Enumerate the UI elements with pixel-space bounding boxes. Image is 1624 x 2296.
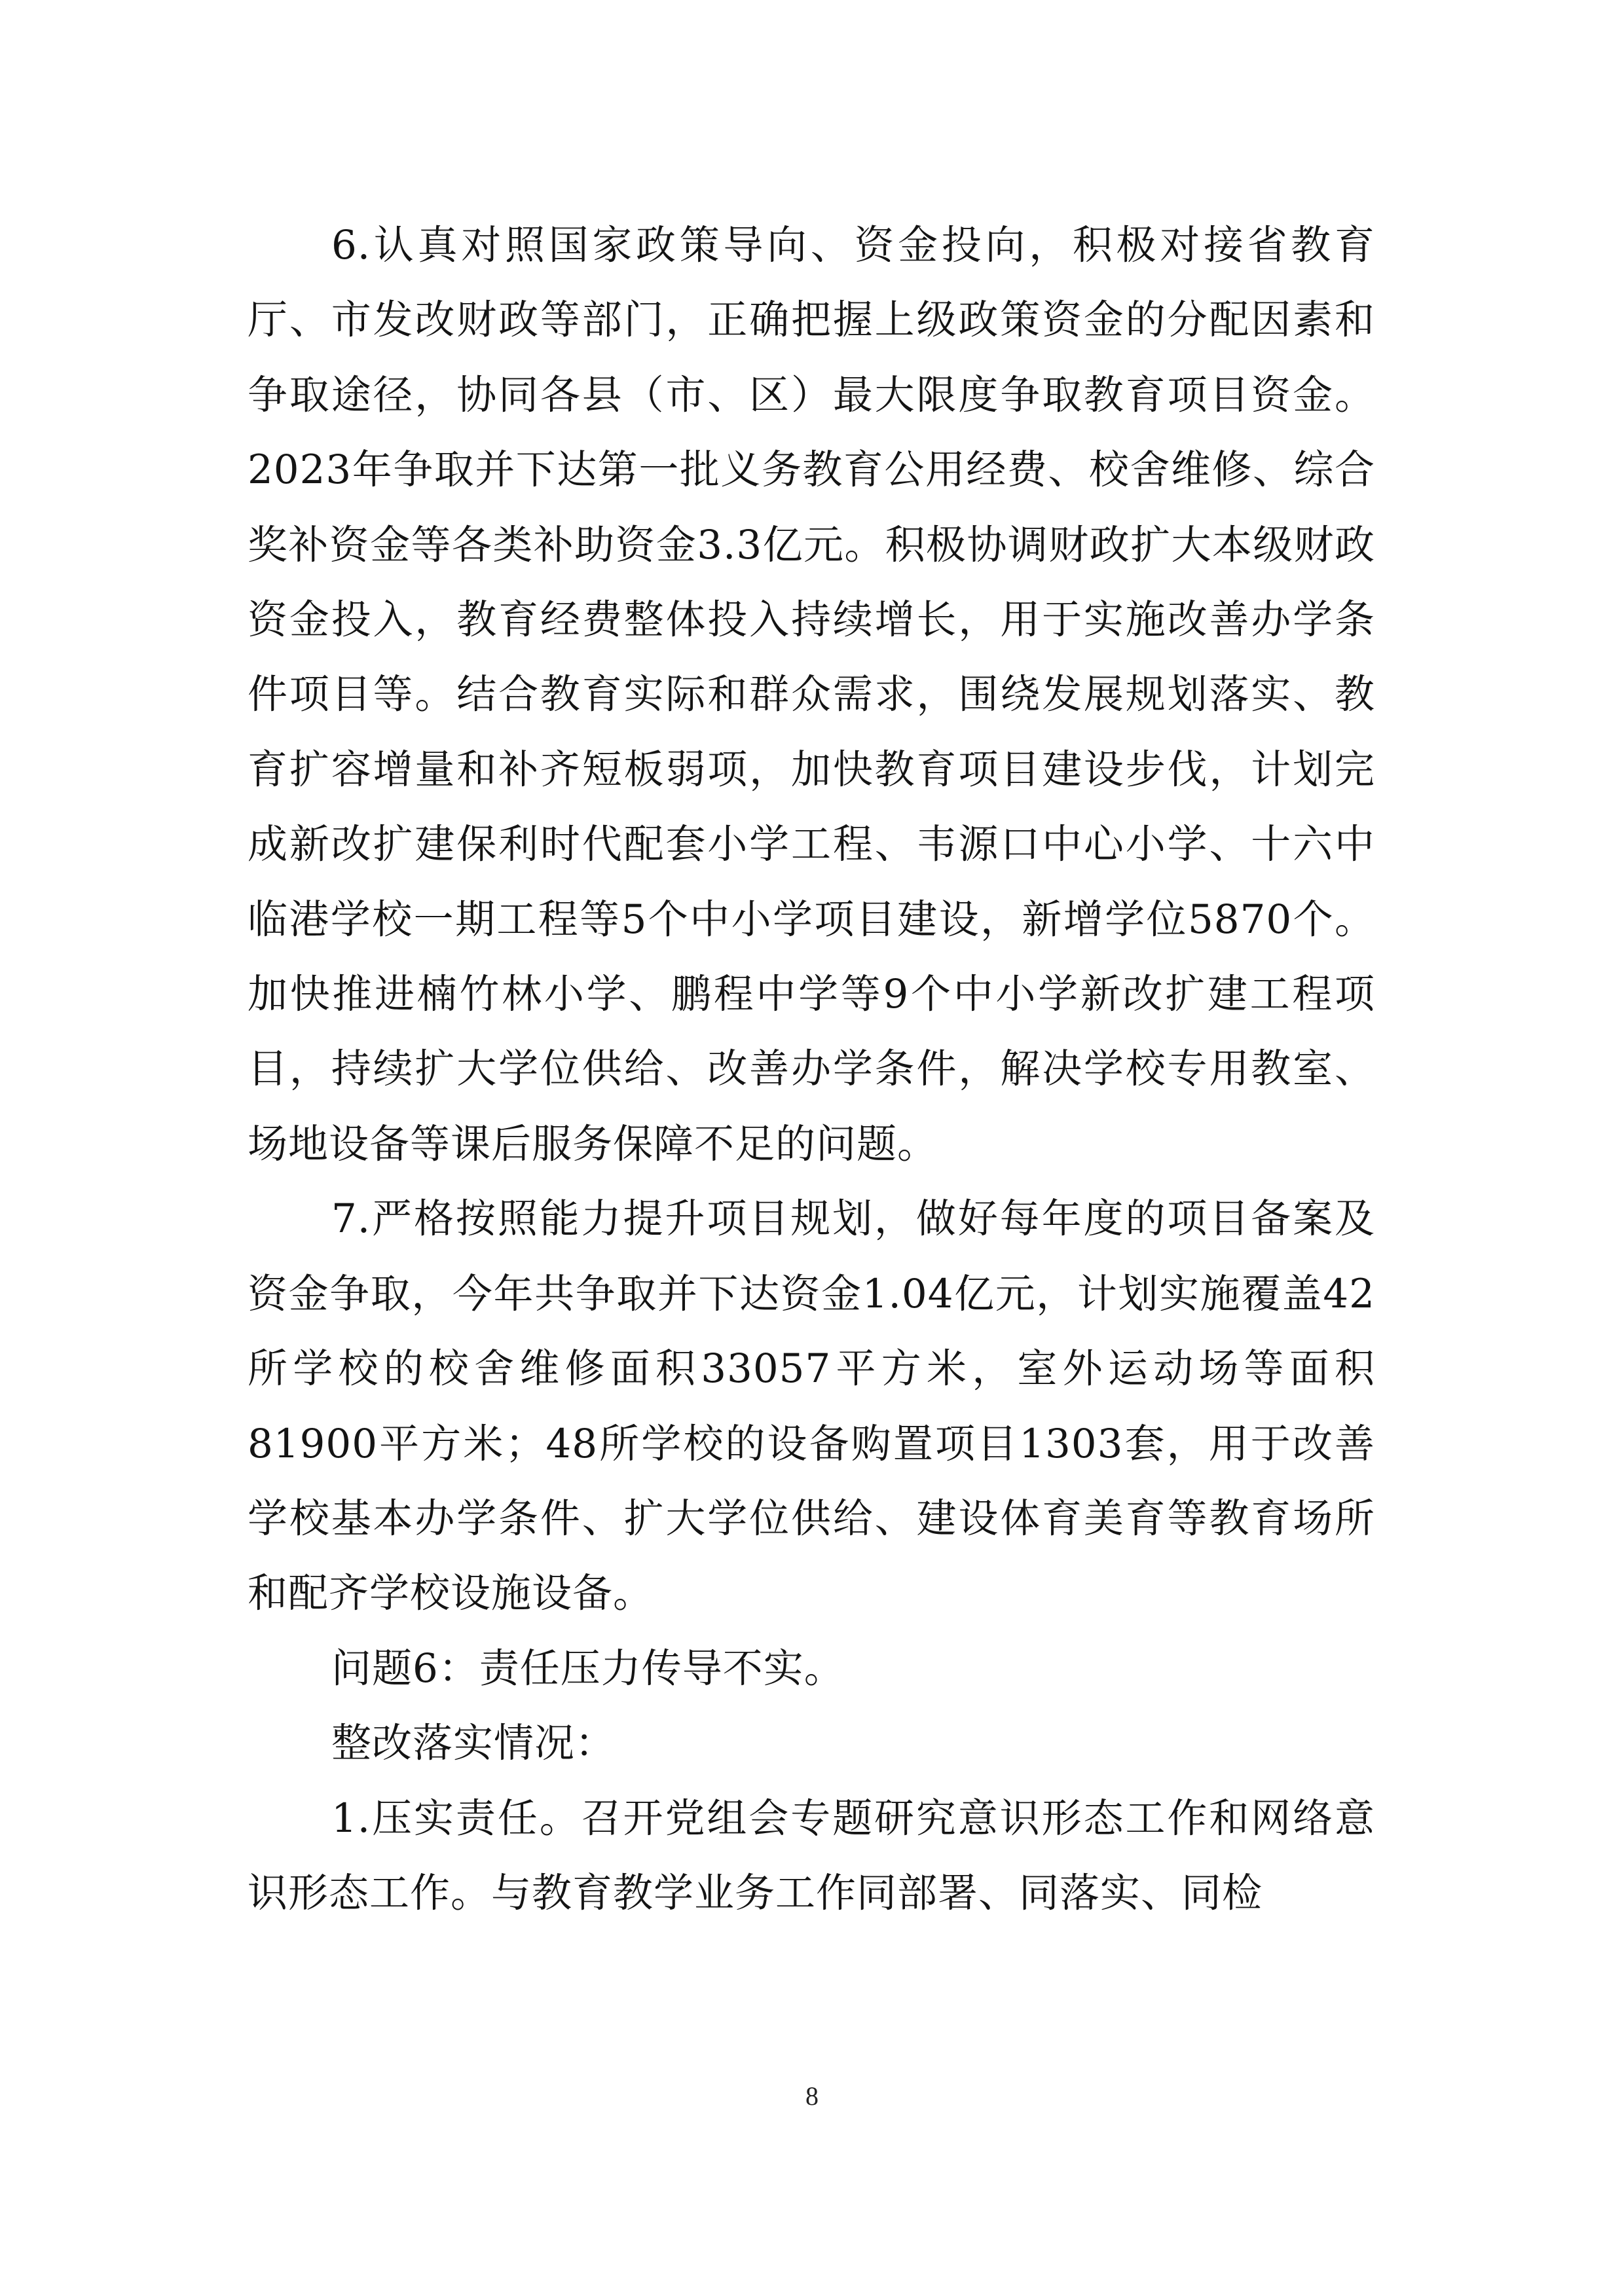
issue-heading: 问题6：责任压力传导不实。 <box>331 1645 845 1692</box>
paragraph-item-6: 6.认真对照国家政策导向、资金投向，积极对接省教育厅、市发改财政等部门，正确把握上级政策资金的分配因素和争取途径，协同各县（市、区）最大限度争取教育项目资金。2023年争取并下达第一批义务教育公用经费、校舍维修、综合奖补资金等各类补助资金3.3亿元。积极协调财政扩大本级财政资金投入，教育经费整体投入持续增长，用于实施改善办学条件项目等。结合教育实际和群众需求，围绕发展规划落实、教育扩容增量和补齐短板弱项，加快教育项目建设步伐，计划完成新改扩建保利时代配套小学工程、韦源口中心小学、十六中临港学校一期工程等5个中小学项目建设，新增学位5870个。加快推进楠竹林小学、鹏程中学等9个中小学新改扩建工程项目，持续扩大学位供给、改善办学条件，解决学校专用教室、场地设备等课后服务保障不足的问题。 <box>248 222 1375 1167</box>
rectification-heading: 整改落实情况： <box>331 1720 616 1767</box>
paragraph-item-1: 1.压实责任。召开党组会专题研究意识形态工作和网络意识形态工作。与教育教学业务工作同部署、同落实、同检 <box>248 1795 1375 1916</box>
body-text <box>248 208 1375 1931</box>
paragraph-item-7: 7.严格按照能力提升项目规划，做好每年度的项目备案及资金争取，今年共争取并下达资金1.04亿元，计划实施覆盖42所学校的校舍维修面积33057平方米，室外运动场等面积81900平方米；48所学校的设备购置项目1303套，用于改善学校基本办学条件、扩大学位供给、建设体育美育等教育场所和配齐学校设施设备。 <box>248 1195 1375 1617</box>
page-number: 8 <box>805 2081 819 2111</box>
